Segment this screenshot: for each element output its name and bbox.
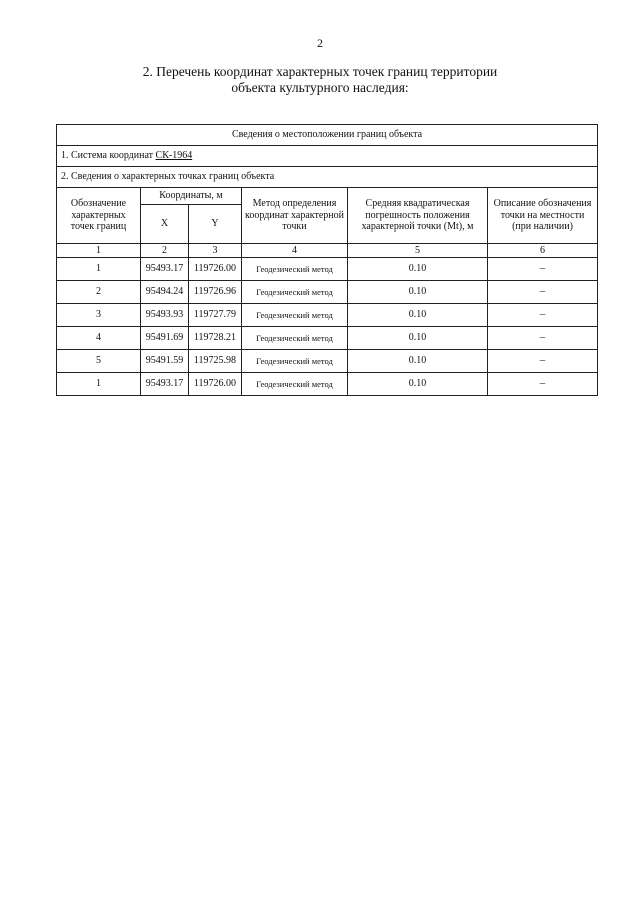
table-row	[57, 304, 598, 327]
method: Геодезический метод	[242, 304, 348, 327]
header-error: Средняя квадратическая погрешность положения характерной точки (Mt), м	[348, 188, 488, 244]
point-number: 5	[57, 350, 141, 373]
method: Геодезический метод	[242, 350, 348, 373]
table-row	[57, 373, 598, 396]
column-number: 6	[488, 244, 598, 258]
table-row	[57, 258, 598, 281]
coordinate-system-label: 1. Система координат	[61, 150, 156, 162]
coordinate-system-name: СК-1964	[155, 150, 193, 162]
coord-y: 119726.96	[189, 281, 242, 304]
column-numbers-row	[57, 244, 598, 258]
point-number: 3	[57, 304, 141, 327]
coordinates-table	[56, 124, 598, 396]
coord-y: 119727.79	[189, 304, 242, 327]
document-heading	[60, 64, 580, 96]
mean-error: 0.10	[348, 373, 488, 396]
description: –	[488, 327, 598, 350]
method: Геодезический метод	[242, 281, 348, 304]
coord-x: 95491.59	[141, 350, 189, 373]
column-number: 2	[141, 244, 189, 258]
point-number: 1	[57, 373, 141, 396]
point-number: 1	[57, 258, 141, 281]
column-number: 1	[57, 244, 141, 258]
mean-error: 0.10	[348, 304, 488, 327]
coord-y: 119728.21	[189, 327, 242, 350]
mean-error: 0.10	[348, 258, 488, 281]
mean-error: 0.10	[348, 327, 488, 350]
coord-x: 95494.24	[141, 281, 189, 304]
method: Геодезический метод	[242, 327, 348, 350]
coord-x: 95493.17	[141, 258, 189, 281]
description: –	[488, 350, 598, 373]
heading-line-1: 2. Перечень координат характерных точек границ территории	[142, 64, 498, 79]
method: Геодезический метод	[242, 258, 348, 281]
page-number: 2	[317, 36, 323, 50]
header-y: Y	[189, 205, 242, 244]
coordinate-system-row	[57, 146, 598, 167]
column-number: 3	[189, 244, 242, 258]
coord-y: 119726.00	[189, 373, 242, 396]
description: –	[488, 304, 598, 327]
table-row	[57, 281, 598, 304]
point-number: 4	[57, 327, 141, 350]
description: –	[488, 258, 598, 281]
header-coordinates: Координаты, м	[141, 188, 242, 205]
header-description: Описание обозначения точки на местности (при наличии)	[488, 188, 598, 244]
coord-x: 95493.17	[141, 373, 189, 396]
coord-x: 95491.69	[141, 327, 189, 350]
heading-line-2: объекта культурного наследия:	[231, 80, 409, 95]
method: Геодезический метод	[242, 373, 348, 396]
coord-y: 119725.98	[189, 350, 242, 373]
table-row	[57, 350, 598, 373]
section-title: Сведения о местоположении границ объекта	[57, 125, 598, 146]
coord-x: 95493.93	[141, 304, 189, 327]
header-designation: Обозначение характерных точек границ	[57, 188, 141, 244]
points-info-title: 2. Сведения о характерных точках границ объекта	[57, 167, 598, 188]
description: –	[488, 281, 598, 304]
coord-y: 119726.00	[189, 258, 242, 281]
header-x: X	[141, 205, 189, 244]
description: –	[488, 373, 598, 396]
column-number: 4	[242, 244, 348, 258]
header-method: Метод определения координат характерной точки	[242, 188, 348, 244]
mean-error: 0.10	[348, 350, 488, 373]
column-number: 5	[348, 244, 488, 258]
mean-error: 0.10	[348, 281, 488, 304]
table-row	[57, 327, 598, 350]
point-number: 2	[57, 281, 141, 304]
